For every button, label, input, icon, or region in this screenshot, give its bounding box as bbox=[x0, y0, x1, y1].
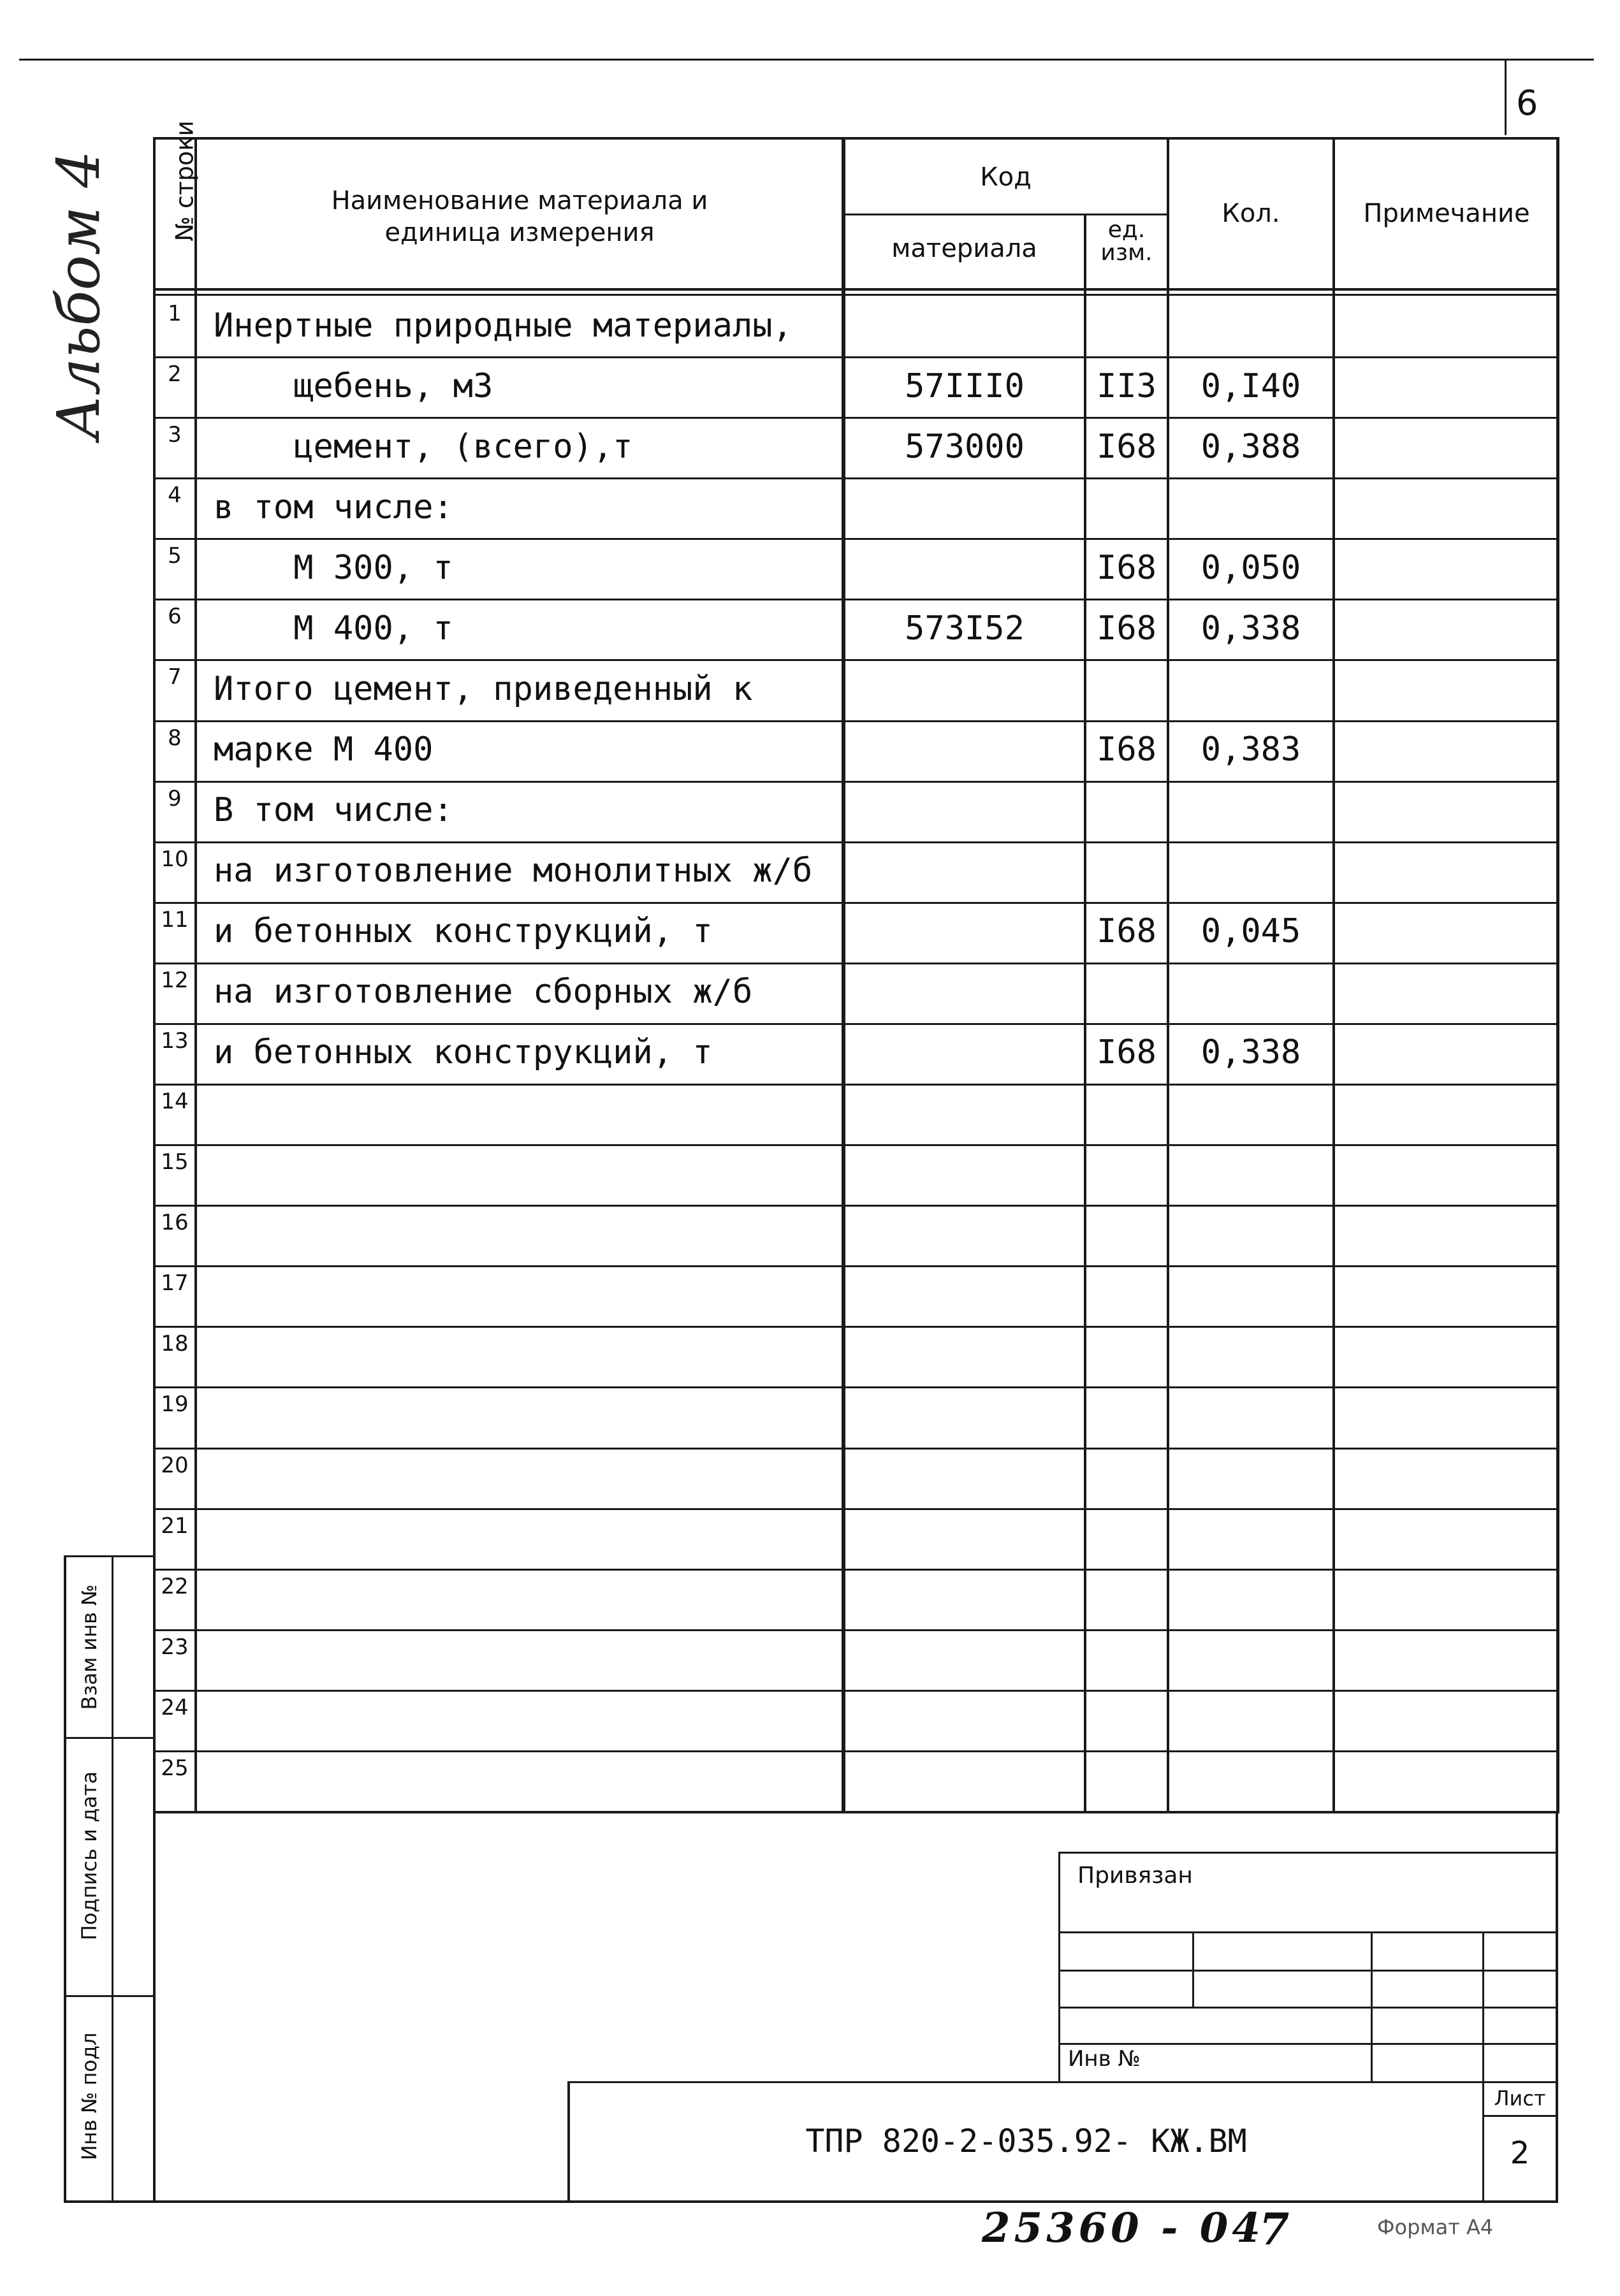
row-number: 24 bbox=[161, 1694, 189, 1720]
table-row bbox=[153, 1508, 1559, 1569]
material-name: щебень, м3 bbox=[214, 367, 493, 405]
privyazan-label: Привязан bbox=[1077, 1863, 1193, 1889]
material-name: и бетонных конструкций, т bbox=[214, 912, 713, 951]
quantity: 0,I40 bbox=[1200, 367, 1301, 405]
table-row bbox=[153, 1023, 1559, 1084]
row-number: 2 bbox=[168, 361, 182, 388]
table-row bbox=[153, 538, 1559, 599]
table-row bbox=[153, 720, 1559, 781]
table-row bbox=[153, 296, 1559, 356]
table-row bbox=[153, 417, 1559, 477]
quantity: 0,383 bbox=[1200, 730, 1301, 769]
table-row bbox=[153, 1144, 1559, 1205]
material-name: на изготовление сборных ж/б bbox=[214, 973, 753, 1012]
material-name: В том числе: bbox=[214, 791, 453, 830]
side-stamp-border bbox=[64, 1555, 66, 2202]
inv-no-label: Инв № bbox=[1068, 2046, 1141, 2072]
album-label: Альбом 4 bbox=[45, 150, 113, 440]
material-name: М 400, т bbox=[214, 609, 453, 648]
format-label: Формат А4 bbox=[1377, 2215, 1494, 2239]
side-signature-date: Подпись и дата bbox=[77, 1771, 101, 1940]
quantity: 0,388 bbox=[1200, 427, 1301, 466]
header-quantity: Кол. bbox=[1222, 199, 1280, 228]
unit-code: I68 bbox=[1097, 1033, 1157, 1072]
row-number: 15 bbox=[161, 1149, 189, 1175]
drawing-designation: ТПР 820-2-035.92- КЖ.ВМ bbox=[805, 2123, 1247, 2160]
row-number: 16 bbox=[161, 1210, 189, 1236]
side-vzam-inv: Взам инв № bbox=[77, 1584, 101, 1710]
material-name: М 300, т bbox=[214, 548, 453, 587]
table-row bbox=[153, 1448, 1559, 1508]
side-inv-podl: Инв № подл bbox=[77, 2032, 101, 2160]
material-code: 573I52 bbox=[905, 609, 1025, 648]
header-row-number: № строки bbox=[170, 120, 199, 242]
row-number: 12 bbox=[161, 967, 189, 993]
material-name: цемент, (всего),т bbox=[214, 427, 633, 466]
table-row bbox=[153, 1629, 1559, 1690]
table-row bbox=[153, 963, 1559, 1023]
quantity: 0,338 bbox=[1200, 609, 1301, 648]
table-row bbox=[153, 902, 1559, 963]
quantity: 0,338 bbox=[1200, 1033, 1301, 1072]
material-name: Итого цемент, приведенный к bbox=[214, 670, 753, 708]
table-row bbox=[153, 1265, 1559, 1326]
table-row bbox=[153, 1750, 1559, 1811]
table-row bbox=[153, 841, 1559, 902]
row-number: 18 bbox=[161, 1331, 189, 1357]
unit-code: I68 bbox=[1097, 609, 1157, 648]
row-number: 1 bbox=[168, 301, 182, 326]
row-number: 22 bbox=[161, 1573, 189, 1599]
table-row bbox=[153, 1569, 1559, 1629]
table-row bbox=[153, 477, 1559, 538]
unit-code: I68 bbox=[1097, 730, 1157, 769]
handwritten-number: 25360 - 04 bbox=[982, 2204, 1264, 2252]
row-number: 3 bbox=[168, 422, 182, 448]
quantity: 0,045 bbox=[1200, 912, 1301, 951]
unit-code: I68 bbox=[1097, 427, 1157, 466]
table-row bbox=[153, 1386, 1559, 1447]
table-row bbox=[153, 1326, 1559, 1386]
row-number: 19 bbox=[161, 1391, 189, 1418]
table-row bbox=[153, 781, 1559, 841]
material-code: 57III0 bbox=[905, 367, 1025, 405]
header-code-group: Код bbox=[980, 163, 1032, 192]
row-number: 20 bbox=[161, 1452, 189, 1478]
quantity: 0,050 bbox=[1200, 548, 1301, 587]
header-material-code: материала bbox=[891, 234, 1037, 263]
unit-code: II3 bbox=[1097, 367, 1157, 405]
row-number: 9 bbox=[168, 785, 182, 811]
row-number: 17 bbox=[161, 1270, 189, 1297]
table-row bbox=[153, 1690, 1559, 1750]
materials-table bbox=[153, 120, 1559, 1813]
row-number: 8 bbox=[168, 725, 182, 751]
row-number: 6 bbox=[168, 604, 182, 630]
table-row bbox=[153, 599, 1559, 659]
table-row bbox=[153, 1084, 1559, 1144]
sheet-number: 2 bbox=[1510, 2135, 1530, 2171]
material-code: 573000 bbox=[905, 427, 1025, 466]
row-number: 5 bbox=[168, 543, 182, 569]
header-note: Примечание bbox=[1363, 199, 1530, 228]
row-number: 21 bbox=[161, 1513, 189, 1539]
row-number: 25 bbox=[161, 1755, 189, 1781]
material-name: марке М 400 bbox=[214, 730, 434, 769]
material-name: на изготовление монолитных ж/б bbox=[214, 852, 813, 890]
table-row bbox=[153, 659, 1559, 720]
handwritten-seven: 7 bbox=[1259, 2204, 1290, 2255]
header-name: Наименование материала и единица измерения bbox=[331, 186, 708, 247]
row-number: 13 bbox=[161, 1028, 189, 1054]
table-row bbox=[153, 356, 1559, 417]
row-number: 10 bbox=[161, 846, 189, 872]
header-unit-code: ед. изм. bbox=[1100, 217, 1153, 266]
row-number: 4 bbox=[168, 483, 182, 509]
sheet-corner-number: 6 bbox=[1516, 83, 1538, 123]
row-number: 14 bbox=[161, 1089, 189, 1115]
unit-code: I68 bbox=[1097, 548, 1157, 587]
row-number: 7 bbox=[168, 664, 182, 690]
corner-divider bbox=[1505, 59, 1507, 135]
row-number: 23 bbox=[161, 1634, 189, 1660]
row-number: 11 bbox=[161, 906, 189, 933]
material-name: в том числе: bbox=[214, 488, 453, 527]
material-name: и бетонных конструкций, т bbox=[214, 1033, 713, 1072]
material-name: Инертные природные материалы, bbox=[214, 306, 792, 345]
table-row bbox=[153, 1205, 1559, 1265]
top-rule bbox=[19, 59, 1594, 61]
sheet-label: Лист bbox=[1494, 2086, 1546, 2111]
unit-code: I68 bbox=[1097, 912, 1157, 951]
